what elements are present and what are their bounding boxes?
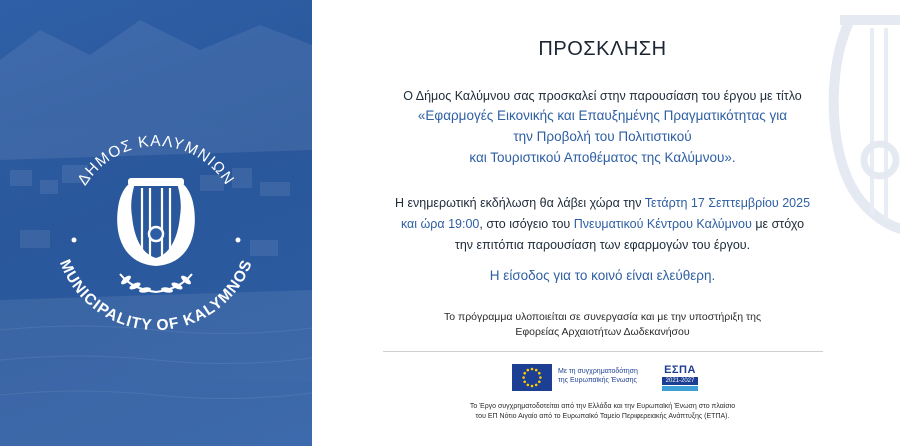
project-title-line-2: την Προβολή του Πολιτιστικού	[513, 129, 692, 144]
event-details	[330, 193, 875, 256]
emblem-bottom-text: MUNICIPALITY OF KALYMNOS	[55, 257, 256, 335]
laurel-branches-icon	[120, 274, 193, 294]
emblem-top-text: ΔΗΜΟΣ ΚΑΛΥΜΝΙΩΝ	[74, 133, 238, 189]
emblem-dot-right	[236, 238, 241, 243]
municipality-emblem	[36, 108, 276, 348]
divider	[383, 351, 823, 352]
eu-cofunding-label	[558, 367, 650, 385]
svg-text:MUNICIPALITY OF KALYMNOS	[56, 257, 256, 334]
partnership-note	[330, 310, 875, 340]
event-date: Τετάρτη 17 Σεπτεμβρίου 2025	[644, 196, 811, 210]
espa-logo	[656, 364, 704, 392]
eu-cofunding-line-2: της Ευρωπαϊκής Ένωσης	[558, 377, 637, 384]
partnership-line-1: Το πρόγραμμα υλοποιείται σε συνεργασία και με την υποστήριξη της	[443, 311, 762, 323]
partnership-line-2: Εφορείας Αρχαιοτήτων Δωδεκανήσου	[515, 326, 690, 338]
espa-wordmark: ΕΣΠΑ	[664, 364, 696, 376]
project-title-line-3: και Τουριστικού Αποθέματος της Καλύμνου».	[469, 150, 736, 165]
funding-footer	[330, 402, 875, 422]
lyre-icon	[117, 178, 195, 266]
event-line-3: την επιτόπια παρουσίαση των εφαρμογών του έργου.	[454, 238, 751, 252]
intro-text: Ο Δήμος Καλύμνου σας προσκαλεί στην παρουσίαση του έργου με τίτλο	[403, 89, 802, 103]
page-title: ΠΡΟΣΚΛΗΣΗ	[538, 38, 667, 60]
funding-footer-line-1: Το Έργο συγχρηματοδοτείται από την Ελλάδα και την Ευρωπαϊκή Ένωση στο πλαίσιο	[469, 403, 736, 410]
event-line-2-suffix: με στόχο	[755, 217, 805, 231]
event-time: και ώρα 19:00	[400, 217, 480, 231]
event-venue: Πνευματικού Κέντρου Καλύμνου	[573, 217, 752, 231]
emblem-dot-left	[72, 238, 77, 243]
event-line-2-middle: , στο ισόγειο του	[479, 217, 571, 231]
invitation-content	[330, 0, 875, 446]
funding-logos	[512, 364, 722, 394]
funding-footer-line-2: του ΕΠ Νότιο Αιγαίο από το Ευρωπαϊκό Ταμείο Περιφερειακής Ανάπτυξης (ΕΤΠΑ).	[475, 413, 730, 420]
espa-years: 2021-2027	[662, 377, 698, 385]
eu-flag-icon	[512, 364, 552, 391]
brand-panel	[0, 0, 312, 446]
event-line-1-prefix: Η ενημερωτική εκδήλωση θα λάβει χώρα την	[394, 196, 642, 210]
intro-paragraph	[330, 88, 875, 168]
free-entry-note: Η είσοδος για το κοινό είναι ελεύθερη.	[489, 268, 716, 283]
espa-subbar	[662, 386, 698, 391]
eu-cofunding-line-1: Με τη συγχρηματοδότηση	[558, 368, 638, 375]
project-title-line-1: «Εφαρμογές Εικονικής και Επαυξημένης Πραγματικότητας για	[417, 108, 788, 123]
